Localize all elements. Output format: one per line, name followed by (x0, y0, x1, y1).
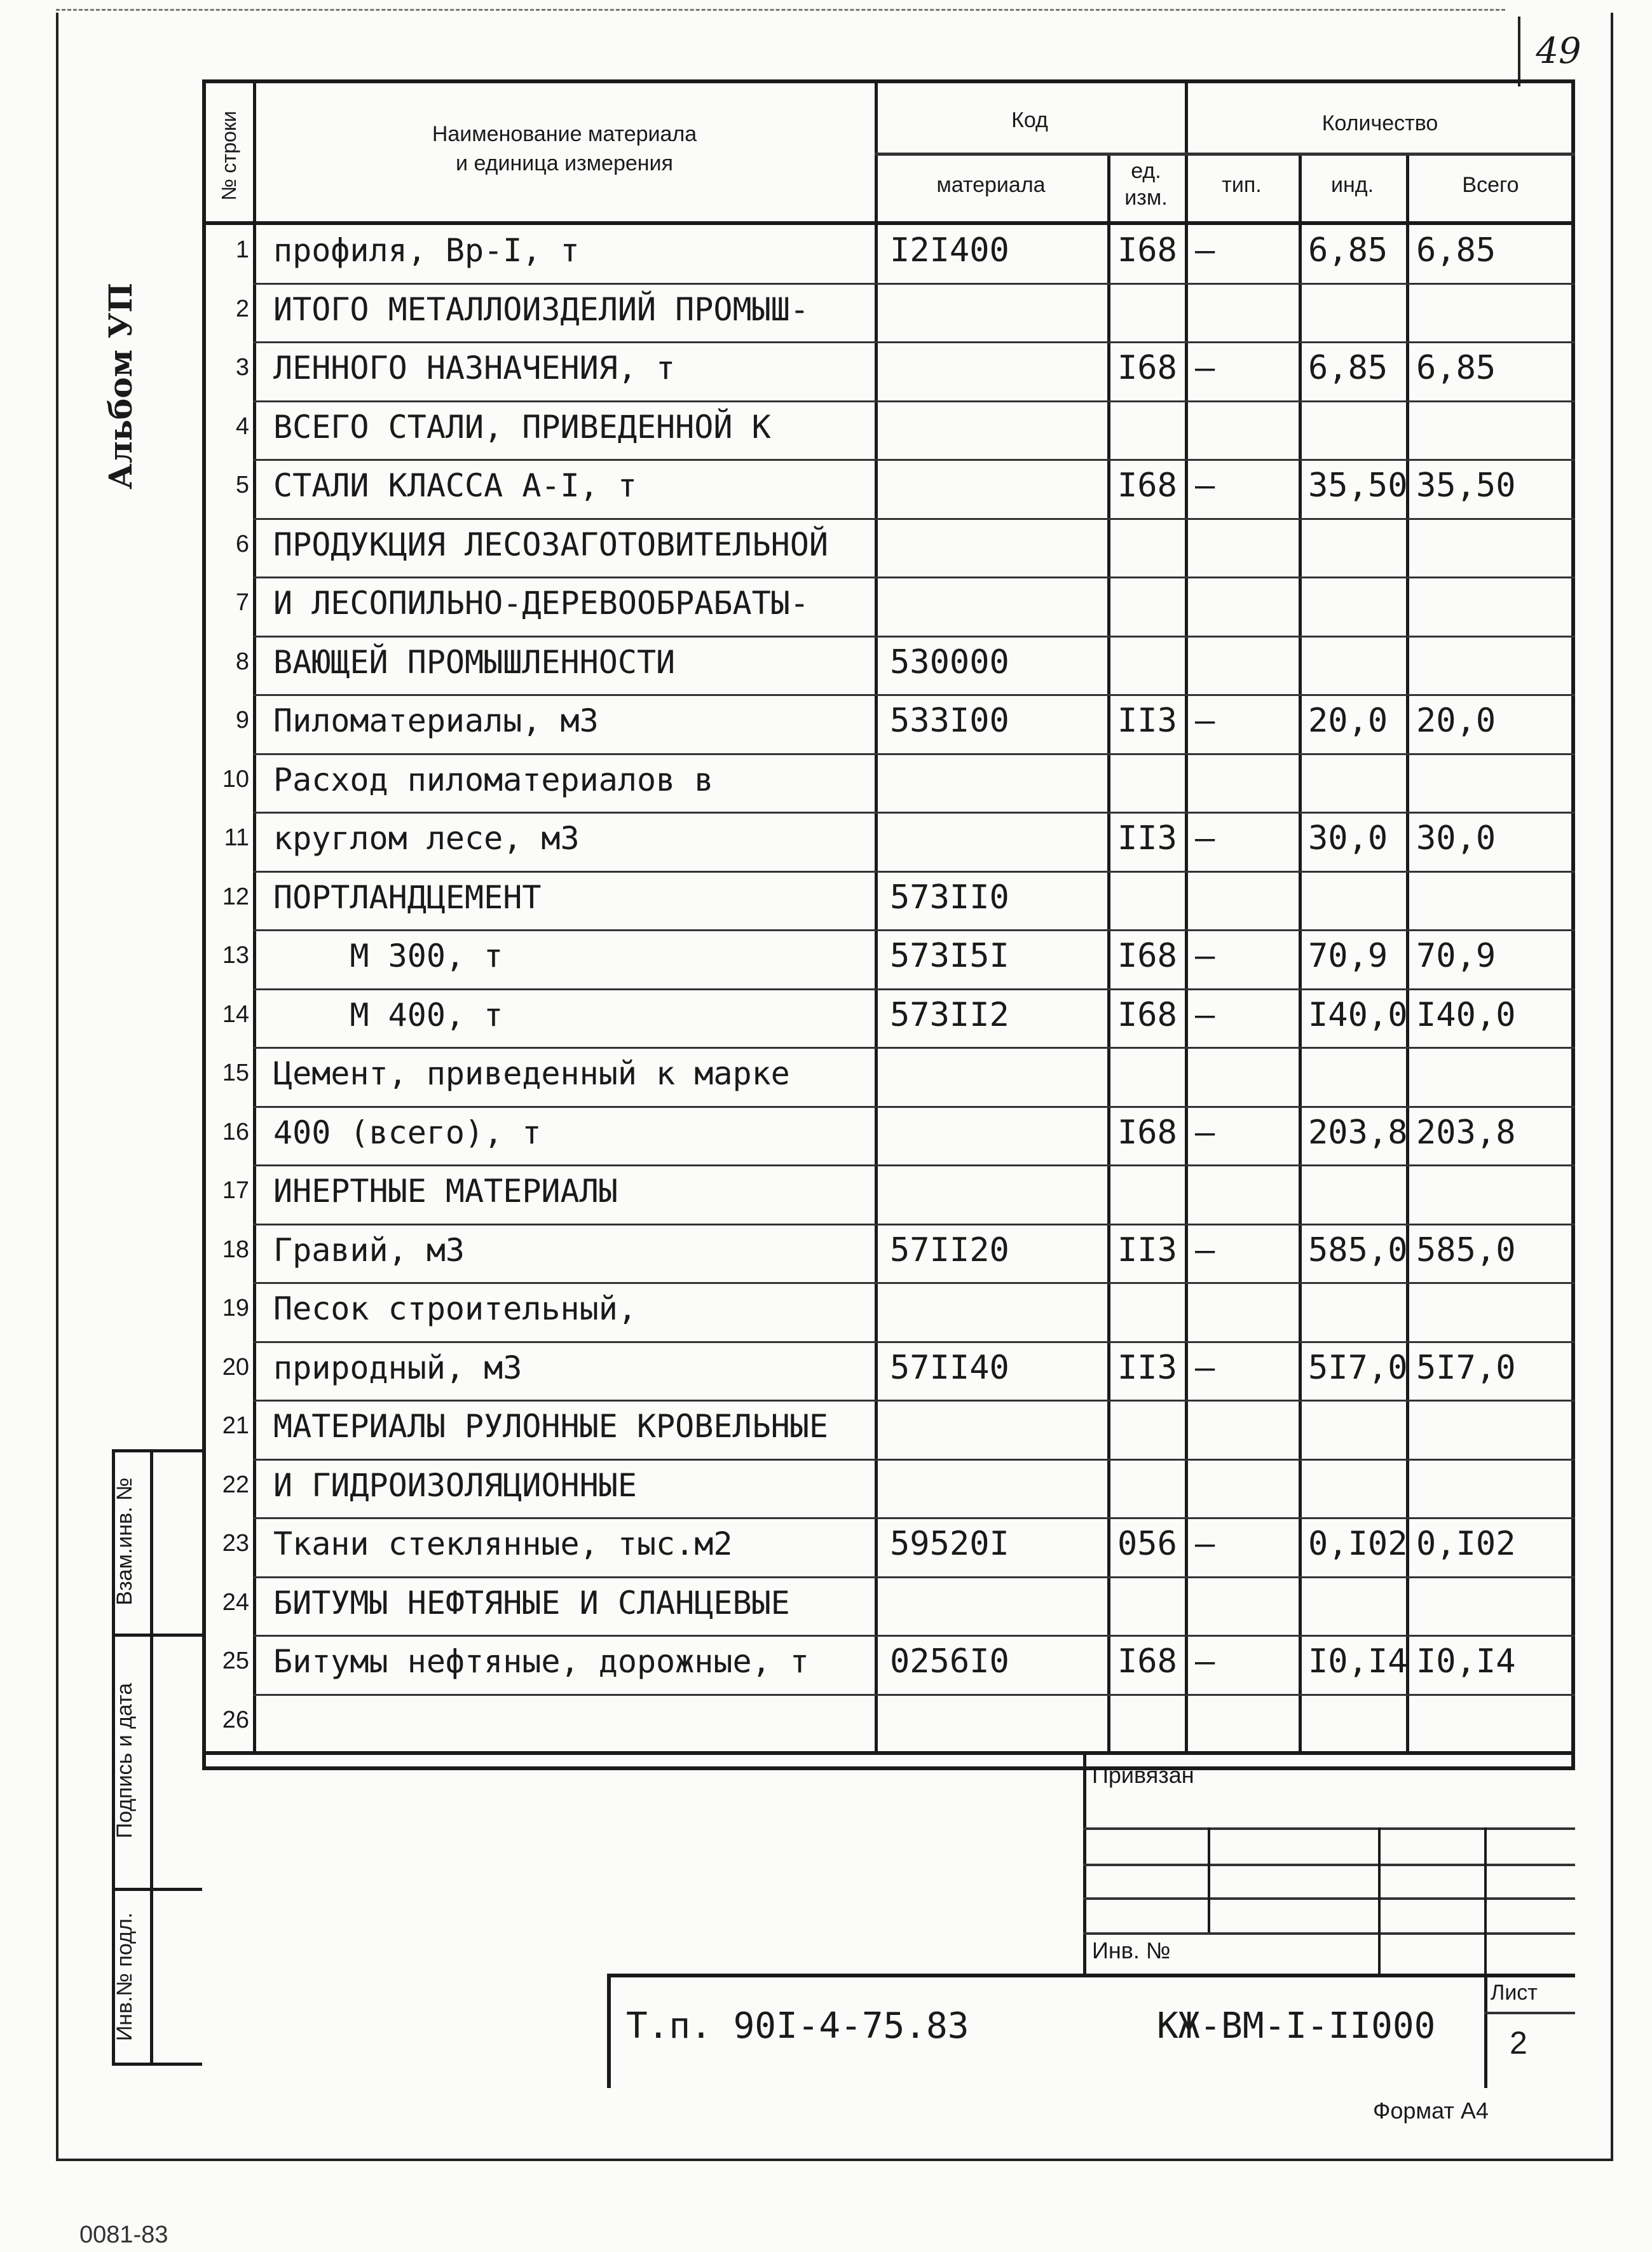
row-number: 12 (222, 883, 249, 910)
row-divider (253, 1106, 1575, 1108)
header-unit-1: ед. (1131, 159, 1161, 183)
row-number: 3 (235, 354, 249, 381)
row-number: 18 (222, 1236, 249, 1263)
row-divider (253, 283, 1575, 285)
col-line-material (1107, 153, 1110, 1751)
footer-code: 0081-83 (79, 2221, 168, 2248)
row-number: 14 (222, 1000, 249, 1028)
material-code: 573II0 (890, 878, 1009, 917)
row-divider (253, 1224, 1575, 1225)
left-stamp-line-1 (112, 1634, 202, 1637)
qty-typ: – (1195, 1348, 1215, 1387)
qty-ind: 6,85 (1308, 349, 1388, 387)
qty-ind: 5I7,0 (1308, 1348, 1408, 1387)
materials-table (202, 79, 1575, 1770)
unit-code: II3 (1117, 1231, 1177, 1269)
unit-code: I68 (1117, 349, 1177, 387)
header-ind: инд. (1330, 173, 1374, 197)
row-number: 7 (235, 589, 249, 616)
material-name: ИНЕРТНЫЕ МАТЕРИАЛЫ (273, 1173, 618, 1210)
col-line-rowno (253, 79, 256, 1751)
material-name: природный, м3 (273, 1349, 522, 1386)
qty-total: 203,8 (1416, 1113, 1516, 1152)
material-name: ПОРТЛАНДЦЕМЕНТ (273, 878, 542, 916)
qty-typ: – (1195, 231, 1215, 270)
row-number: 11 (224, 824, 249, 851)
qty-total: 0,I02 (1416, 1525, 1516, 1563)
left-stamp-line-2 (112, 1888, 202, 1891)
row-number: 4 (235, 413, 249, 440)
material-name: М 300, т (273, 938, 503, 974)
row-number: 1 (235, 236, 249, 263)
row-number: 15 (222, 1060, 249, 1086)
inv-no-label: Инв. № (1092, 1937, 1171, 1963)
qty-typ: – (1195, 1642, 1215, 1681)
qty-typ: – (1195, 1231, 1215, 1269)
row-number: 6 (235, 530, 249, 557)
qty-total: 20,0 (1416, 702, 1496, 740)
material-code: 0256I0 (890, 1642, 1009, 1681)
row-divider (253, 871, 1575, 873)
unit-code: I68 (1117, 467, 1177, 505)
material-name: ПРОДУКЦИЯ ЛЕСОЗАГОТОВИТЕЛЬНОЙ (273, 526, 828, 563)
inv-podl-label: Инв.№ подл. (113, 1912, 137, 2042)
col-line-unit (1185, 79, 1188, 1751)
material-name: И ГИДРОИЗОЛЯЦИОННЫЕ (273, 1466, 637, 1504)
format-label: Формат А4 (1373, 2098, 1489, 2124)
stamp-vline-2 (1378, 1827, 1381, 1974)
row-number: 24 (222, 1588, 249, 1616)
col-line-name (875, 79, 878, 1751)
qty-ind: I0,I4 (1308, 1642, 1408, 1681)
material-name: Ткани стеклянные, тыс.м2 (273, 1525, 733, 1562)
row-number: 26 (222, 1706, 249, 1733)
podpis-data-label: Подпись и дата (113, 1682, 137, 1839)
qty-total: 6,85 (1416, 231, 1496, 270)
unit-code: II3 (1117, 819, 1177, 857)
material-name: профиля, Вр-I, т (273, 232, 580, 269)
header-code: Код (1011, 108, 1048, 132)
document-designation: Т.п. 90I-4-75.83 (626, 2005, 969, 2047)
material-code: 573I5I (890, 937, 1009, 975)
material-name: М 400, т (273, 996, 503, 1034)
qty-total: 5I7,0 (1416, 1348, 1516, 1387)
row-divider (253, 400, 1575, 402)
row-divider (253, 1047, 1575, 1049)
material-code: 59520I (890, 1525, 1009, 1563)
row-divider (253, 577, 1575, 578)
material-code: 533I00 (890, 702, 1009, 740)
qty-ind: 585,0 (1308, 1231, 1408, 1269)
row-number: 10 (222, 765, 249, 793)
frame-top-edge (56, 9, 1505, 11)
qty-ind: 203,8 (1308, 1113, 1408, 1152)
header-name-2: и единица измерения (456, 151, 673, 175)
material-name: МАТЕРИАЛЫ РУЛОННЫЕ КРОВЕЛЬНЫЕ (273, 1408, 828, 1445)
row-divider (253, 1517, 1575, 1519)
row-number: 5 (235, 472, 249, 498)
unit-code: I68 (1117, 1642, 1177, 1681)
row-divider (253, 812, 1575, 814)
stamp-line-3 (1083, 1897, 1575, 1900)
qty-total: 35,50 (1416, 467, 1516, 505)
stamp-vline-left (1083, 1751, 1086, 1974)
sheet-cell-mid (1484, 2012, 1575, 2014)
header-row-no: № строки (217, 111, 240, 201)
col-line-ind (1406, 153, 1409, 1751)
unit-code: I68 (1117, 995, 1177, 1034)
qty-total: I40,0 (1416, 995, 1516, 1034)
row-number: 2 (235, 295, 249, 322)
unit-code: 056 (1117, 1525, 1177, 1563)
row-divider (253, 636, 1575, 638)
row-divider (253, 341, 1575, 343)
material-name: И ЛЕСОПИЛЬНО-ДЕРЕВООБРАБАТЫ- (273, 585, 809, 622)
unit-code: I68 (1117, 937, 1177, 975)
stamp-line-2 (1083, 1864, 1575, 1866)
row-number: 16 (222, 1118, 249, 1145)
left-stamp-divider (150, 1449, 153, 2066)
material-name: круглом лесе, м3 (273, 820, 580, 857)
stamp-vline-3 (1484, 1827, 1487, 1974)
material-name: Расход пиломатериалов в (273, 761, 714, 798)
row-divider (253, 1694, 1575, 1696)
material-name: 400 (всего), т (273, 1114, 542, 1151)
row-divider (253, 1635, 1575, 1637)
row-divider (253, 1341, 1575, 1343)
qty-typ: – (1195, 467, 1215, 505)
qty-typ: – (1195, 1113, 1215, 1152)
privyazan-label: Привязан (1092, 1762, 1194, 1788)
unit-code: I68 (1117, 1113, 1177, 1152)
qty-typ: – (1195, 1525, 1215, 1563)
qty-ind: 20,0 (1308, 702, 1388, 740)
material-name: БИТУМЫ НЕФТЯНЫЕ И СЛАНЦЕВЫЕ (273, 1584, 790, 1621)
unit-code: II3 (1117, 1348, 1177, 1387)
row-divider (253, 1576, 1575, 1578)
col-line-typ (1299, 153, 1302, 1751)
material-code: 57II20 (890, 1231, 1009, 1269)
unit-code: II3 (1117, 702, 1177, 740)
row-divider (253, 988, 1575, 990)
row-divider (253, 459, 1575, 461)
material-name: Песок строительный, (273, 1290, 637, 1327)
material-name: СТАЛИ КЛАССА А-I, т (273, 467, 637, 504)
qty-typ: – (1195, 349, 1215, 387)
qty-typ: – (1195, 702, 1215, 740)
unit-code: I68 (1117, 231, 1177, 270)
row-number: 19 (222, 1295, 249, 1321)
sheet-number-handwritten: 49 (1518, 17, 1597, 86)
album-label: Альбом УП (102, 282, 139, 489)
row-number: 22 (222, 1471, 249, 1498)
material-code: 573II2 (890, 995, 1009, 1034)
row-number: 9 (235, 707, 249, 734)
qty-ind: 0,I02 (1308, 1525, 1408, 1563)
row-number: 8 (235, 648, 249, 675)
material-name: ИТОГО МЕТАЛЛОИЗДЕЛИЙ ПРОМЫШ- (273, 290, 809, 328)
qty-typ: – (1195, 819, 1215, 857)
material-code: 57II40 (890, 1348, 1009, 1387)
row-divider (253, 929, 1575, 931)
sheet-value: 2 (1510, 2025, 1527, 2061)
row-number: 23 (222, 1530, 249, 1557)
header-name-1: Наименование материала (432, 122, 697, 146)
row-divider (253, 1164, 1575, 1166)
qty-total: 30,0 (1416, 819, 1496, 857)
row-divider (253, 518, 1575, 520)
header-quantity: Количество (1321, 111, 1438, 135)
qty-total: 70,9 (1416, 937, 1496, 975)
title-block-top-line (202, 1751, 1575, 1755)
row-number: 17 (222, 1177, 249, 1204)
row-number: 13 (222, 942, 249, 969)
material-name: Пиломатериалы, м3 (273, 702, 599, 739)
row-divider (253, 1282, 1575, 1284)
header-bottom-line (202, 221, 1575, 225)
qty-ind: 70,9 (1308, 937, 1388, 975)
qty-total: I0,I4 (1416, 1642, 1516, 1681)
vzam-inv-label: Взам.инв. № (113, 1477, 137, 1606)
row-divider (253, 753, 1575, 755)
qty-typ: – (1195, 995, 1215, 1034)
document-code: КЖ-ВМ-I-II000 (1157, 2005, 1436, 2047)
stamp-line-1 (1083, 1827, 1575, 1830)
material-name: Цемент, приведенный к марке (273, 1055, 790, 1092)
qty-ind: 35,50 (1308, 467, 1408, 505)
material-code: I2I400 (890, 231, 1009, 270)
material-code: 530000 (890, 643, 1009, 681)
header-material: материала (936, 173, 1046, 197)
row-divider (253, 694, 1575, 696)
material-name: Гравий, м3 (273, 1231, 465, 1269)
material-name: ВСЕГО СТАЛИ, ПРИВЕДЕННОЙ К (273, 408, 771, 446)
row-number: 20 (222, 1353, 249, 1381)
row-number: 25 (222, 1648, 249, 1674)
qty-total: 585,0 (1416, 1231, 1516, 1269)
sheet-label: Лист (1491, 1981, 1538, 2005)
header-total: Всего (1462, 173, 1519, 197)
header-unit-2: изм. (1124, 186, 1168, 210)
qty-ind: 30,0 (1308, 819, 1388, 857)
row-number: 21 (222, 1412, 249, 1439)
material-name: Битумы нефтяные, дорожные, т (273, 1643, 809, 1680)
header-typ: тип. (1222, 173, 1262, 197)
qty-typ: – (1195, 937, 1215, 975)
material-name: ВАЮЩЕЙ ПРОМЫШЛЕННОСТИ (273, 643, 676, 681)
row-divider (253, 1459, 1575, 1461)
stamp-line-4 (1083, 1932, 1575, 1935)
material-name: ЛЕННОГО НАЗНАЧЕНИЯ, т (273, 350, 676, 386)
row-divider (253, 1400, 1575, 1402)
sheet-cell-left (1484, 1974, 1487, 2088)
qty-total: 6,85 (1416, 349, 1496, 387)
stamp-vline-1 (1208, 1827, 1210, 1932)
qty-ind: 6,85 (1308, 231, 1388, 270)
qty-ind: I40,0 (1308, 995, 1408, 1034)
header-mid-line (875, 153, 1575, 156)
